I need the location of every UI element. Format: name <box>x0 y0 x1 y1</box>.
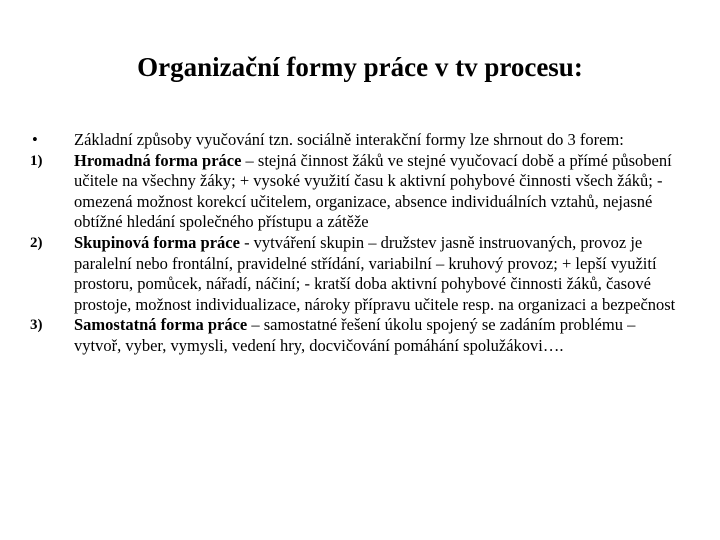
intro-bullet-item <box>30 130 680 151</box>
list-number: 2) <box>30 234 43 251</box>
list-item-1 <box>30 151 680 233</box>
list-item-term: Hromadná forma práce <box>74 150 242 170</box>
list-number: 3) <box>30 317 43 334</box>
list-item-term: Samostatná forma práce <box>74 315 248 335</box>
bullet-marker: • <box>32 130 38 149</box>
list-item-text: – stejná činnost žáků ve stejné vyučovací době a přímé působení učitele na všechny žáky; + vysoké využití času k aktivní pohybové činnosti všech žáků; - omezená možnost korekcí učitelem, organizace, absence individuálních vztahů, nejasné obtížné hledání společného přístupu a zátěže <box>74 150 672 232</box>
list-item-text: - vytváření skupin – družstev jasně instruovaných, provoz je paralelní nebo frontální, pravidelné střídání, variabilní – kruhový provoz; + lepší využití prostoru, pomůcek, nářadí, náčiní; - kratší doba aktivní pohybové činnosti žáků, časové prostoje, možnost individualizace, nároky přípravu učitele resp. na organizaci a bezpečnost <box>74 232 676 314</box>
list-item-2 <box>30 233 680 315</box>
list-item-3 <box>30 315 680 356</box>
slide-content <box>30 130 680 357</box>
slide-title: Organizační formy práce v tv procesu: <box>137 52 583 82</box>
list-number: 1) <box>30 152 43 169</box>
intro-text: Základní způsoby vyučování tzn. sociálně interakční formy lze shrnout do 3 forem: <box>74 130 624 149</box>
list-item-term: Skupinová forma práce <box>74 232 240 252</box>
list-item-text: – samostatné řešení úkolu spojený se zadáním problému – vytvoř, vyber, vymysli, vedení hry, docvičování pomáhání spolužákovi…. <box>74 315 636 355</box>
